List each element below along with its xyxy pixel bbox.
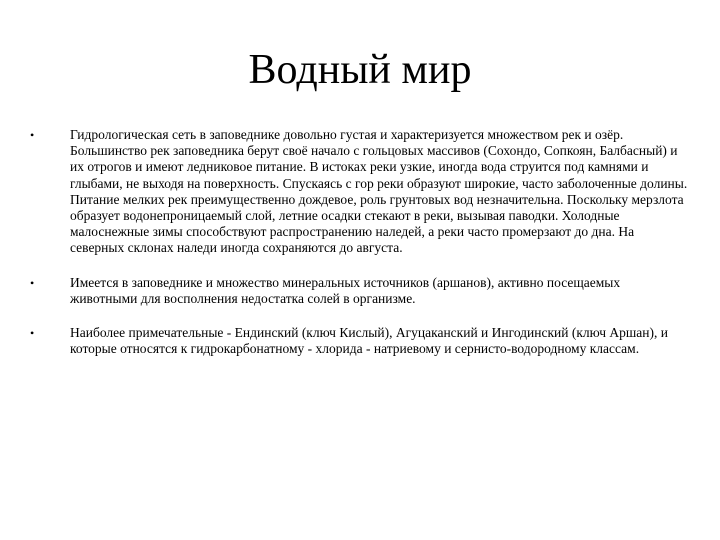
bullet-item-mineral-springs xyxy=(30,275,690,307)
bullet-list xyxy=(30,127,690,357)
bullet-dot-icon: • xyxy=(30,275,35,290)
bullet-text: Имеется в заповеднике и множество минеральных источников (аршанов), активно посещаемых животными для восполнения недостатка солей в организме. xyxy=(70,274,621,306)
bullet-dot-icon: • xyxy=(30,128,35,142)
bullet-item-hydrology xyxy=(30,127,690,257)
bullet-item-notable-springs xyxy=(30,325,690,357)
slide-title: Водный мир xyxy=(248,47,472,93)
bullet-dot-icon: • xyxy=(30,326,35,341)
bullet-text: Наиболее примечательные - Ендинский (ключ Кислый), Агуцаканский и Ингодинский (ключ Аршан), и которые относятся к гидрокарбонатному - хлорида - натриевому и сернисто-водородному классам. xyxy=(70,325,668,357)
bullet-text: Гидрологическая сеть в заповеднике довольно густая и характеризуется множеством рек и озёр. Большинство рек заповедника берут своё начало с гольцовых массивов (Сохондо, Сопкоян, Балбасный) и их отрогов и имеют ледниковое питание. В истоках реки узкие, иногда вода струится под камнями и глыбами, не выходя на поверхность. Спускаясь с гор реки образуют широкие, часто заболоченные долины. Питание мелких рек преимущественно дождевое, роль грунтовых вод незначительна. Поскольку мерзлота образует водонепроницаемый слой, летние осадки стекают в реки, вызывая паводки. Холодные малоснежные зимы способствуют распространению наледей, а реки часто промерзают до дна. На северных склонах наледи иногда сохраняются до августа. xyxy=(70,127,688,256)
